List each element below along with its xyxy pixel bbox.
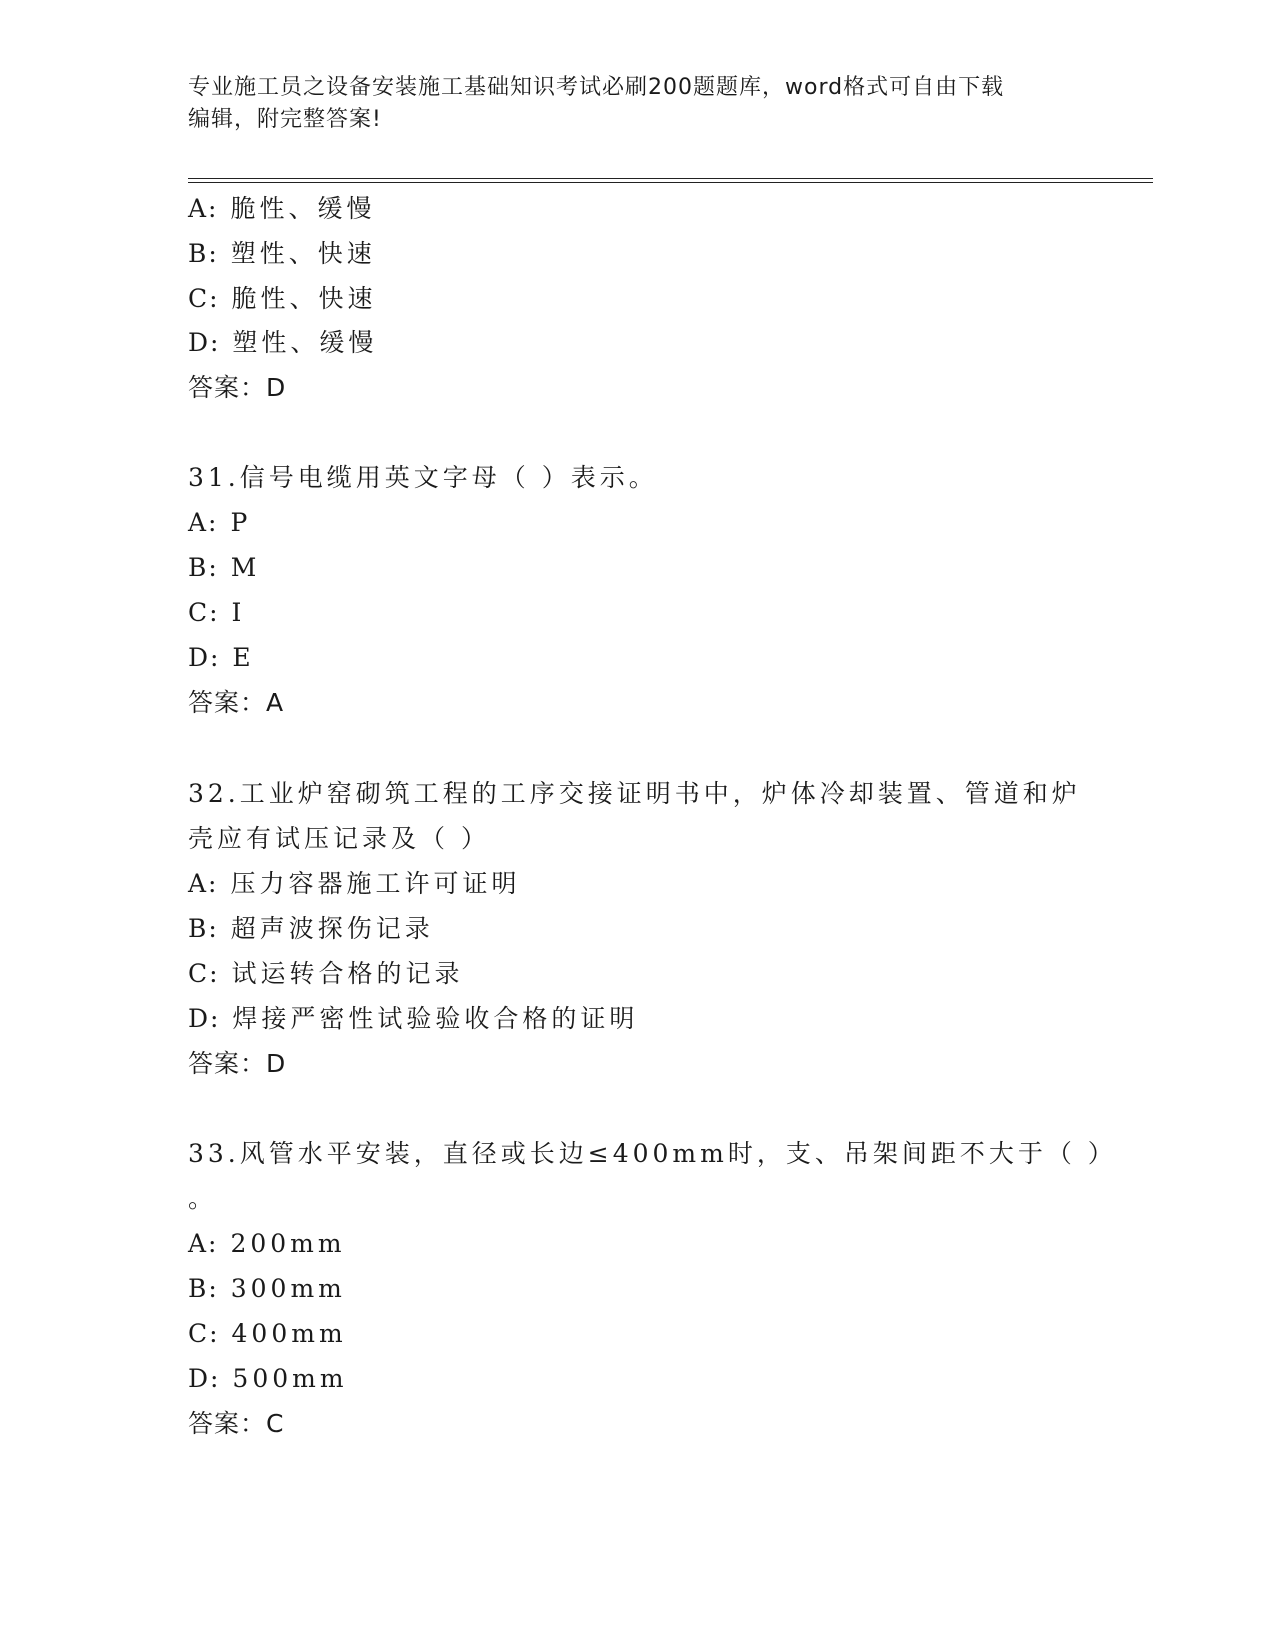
option-text: E xyxy=(232,643,255,672)
option-label: B: xyxy=(188,553,219,582)
q30-option-b xyxy=(188,238,376,270)
q33-question-line-1: 33.风管水平安装，直径或长边≤400mm时，支、吊架间距不大于（ ） xyxy=(188,1139,1117,1168)
header-title-line-2: 编辑，附完整答案! xyxy=(188,107,382,132)
q32-option-b xyxy=(188,913,434,945)
option-label: A: xyxy=(188,194,219,223)
option-text: 超声波探伤记录 xyxy=(230,914,434,943)
q32-option-a xyxy=(188,868,520,900)
q33-answer: 答案：C xyxy=(188,1409,285,1438)
option-text: P xyxy=(230,508,252,537)
option-text: 焊接严密性试验验收合格的证明 xyxy=(232,1004,639,1033)
q31-question: 31.信号电缆用英文字母（ ）表示。 xyxy=(188,463,658,492)
q30-answer: 答案：D xyxy=(188,373,287,402)
q31-option-d xyxy=(188,642,255,674)
q30-option-a xyxy=(188,193,375,225)
q33-question-line-2: 。 xyxy=(188,1184,218,1213)
header-divider-bottom xyxy=(188,182,1153,183)
q32-answer: 答案：D xyxy=(188,1049,287,1078)
option-text: 200mm xyxy=(230,1229,346,1258)
option-text: 400mm xyxy=(231,1319,347,1348)
q31-option-b xyxy=(188,552,260,584)
header-title-line-1: 专业施工员之设备安装施工基础知识考试必刷200题题库，word格式可自由下载 xyxy=(188,75,1005,100)
option-label: B: xyxy=(188,914,219,943)
q31-option-a xyxy=(188,507,251,539)
option-text: 试运转合格的记录 xyxy=(231,959,464,988)
q32-option-d xyxy=(188,1003,638,1035)
option-label: B: xyxy=(188,239,219,268)
option-label: C: xyxy=(188,284,220,313)
option-text: 塑性、快速 xyxy=(230,239,376,268)
option-text: I xyxy=(231,598,246,627)
option-label: C: xyxy=(188,598,220,627)
option-label: C: xyxy=(188,959,220,988)
option-text: 脆性、缓慢 xyxy=(230,194,376,223)
option-text: 300mm xyxy=(230,1274,346,1303)
q33-option-a xyxy=(188,1228,346,1260)
option-label: D: xyxy=(188,328,221,357)
option-label: B: xyxy=(188,1274,219,1303)
q30-option-d xyxy=(188,327,377,359)
q33-option-d xyxy=(188,1363,348,1395)
option-label: A: xyxy=(188,508,219,537)
q32-option-c xyxy=(188,958,464,990)
option-label: C: xyxy=(188,1319,220,1348)
option-text: 500mm xyxy=(232,1364,348,1393)
q33-option-c xyxy=(188,1318,347,1350)
option-label: D: xyxy=(188,1004,221,1033)
q31-option-c xyxy=(188,597,245,629)
option-text: 压力容器施工许可证明 xyxy=(230,869,521,898)
option-text: 塑性、缓慢 xyxy=(232,328,378,357)
option-text: M xyxy=(230,553,261,582)
q33-option-b xyxy=(188,1273,346,1305)
header-divider-top xyxy=(188,178,1153,179)
q32-question-line-2: 壳应有试压记录及（ ） xyxy=(188,824,490,853)
option-label: D: xyxy=(188,1364,221,1393)
option-text: 脆性、快速 xyxy=(231,284,377,313)
option-label: A: xyxy=(188,869,219,898)
q31-answer: 答案：A xyxy=(188,688,285,717)
option-label: D: xyxy=(188,643,221,672)
document-header xyxy=(188,72,1068,136)
q30-option-c xyxy=(188,283,377,315)
option-label: A: xyxy=(188,1229,219,1258)
q32-question-line-1: 32.工业炉窑砌筑工程的工序交接证明书中，炉体冷却装置、管道和炉 xyxy=(188,779,1081,808)
